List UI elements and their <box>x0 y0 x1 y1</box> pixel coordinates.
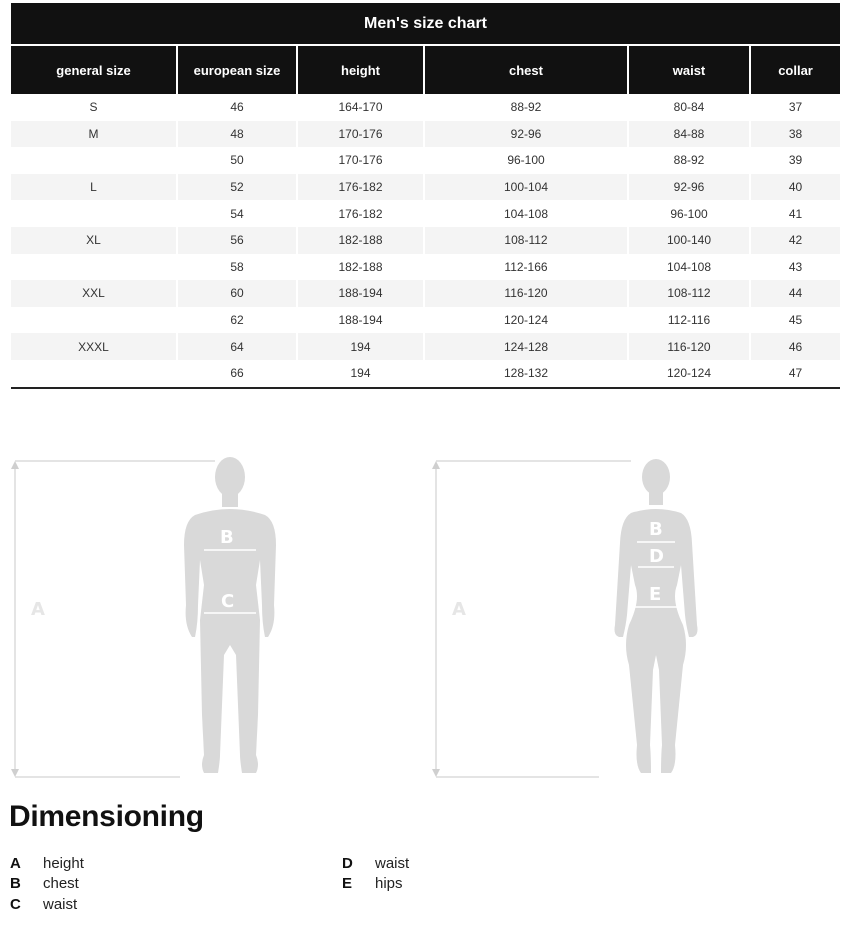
cell-height: 182-188 <box>297 254 424 281</box>
cell-waist: 84-88 <box>628 121 750 148</box>
cell-european-size: 58 <box>177 254 297 281</box>
cell-general-size <box>11 307 177 334</box>
female-silhouette <box>431 455 731 785</box>
cell-waist: 116-120 <box>628 333 750 360</box>
cell-height: 188-194 <box>297 307 424 334</box>
cell-height: 170-176 <box>297 147 424 174</box>
cell-chest: 108-112 <box>424 227 628 254</box>
cell-collar: 46 <box>750 333 840 360</box>
cell-chest: 104-108 <box>424 200 628 227</box>
female-chest-label: B <box>649 519 663 540</box>
cell-general-size <box>11 254 177 281</box>
cell-general-size: XXL <box>11 280 177 307</box>
cell-european-size: 62 <box>177 307 297 334</box>
male-chest-label: B <box>220 527 234 548</box>
table-row <box>11 121 840 148</box>
cell-chest: 128-132 <box>424 360 628 388</box>
male-waist-label: C <box>221 591 235 612</box>
female-figure <box>431 455 731 785</box>
cell-height: 176-182 <box>297 174 424 201</box>
cell-chest: 88-92 <box>424 94 628 121</box>
legend-right <box>342 853 409 894</box>
cell-waist: 112-116 <box>628 307 750 334</box>
cell-height: 176-182 <box>297 200 424 227</box>
table-row <box>11 174 840 201</box>
cell-collar: 37 <box>750 94 840 121</box>
cell-chest: 120-124 <box>424 307 628 334</box>
legend-left <box>10 853 84 915</box>
cell-height: 164-170 <box>297 94 424 121</box>
cell-height: 182-188 <box>297 227 424 254</box>
cell-collar: 39 <box>750 147 840 174</box>
cell-collar: 44 <box>750 280 840 307</box>
legend-item <box>10 874 84 895</box>
cell-height: 194 <box>297 360 424 388</box>
cell-chest: 92-96 <box>424 121 628 148</box>
cell-european-size: 50 <box>177 147 297 174</box>
cell-height: 194 <box>297 333 424 360</box>
column-header-collar: collar <box>750 45 840 94</box>
male-height-label: A <box>31 599 45 620</box>
legend-key: B <box>10 875 21 893</box>
column-header-european-size: european size <box>177 45 297 94</box>
cell-collar: 38 <box>750 121 840 148</box>
size-chart-table <box>11 3 840 389</box>
cell-waist: 80-84 <box>628 94 750 121</box>
cell-european-size: 60 <box>177 280 297 307</box>
legend-label: chest <box>43 875 79 893</box>
cell-general-size: XL <box>11 227 177 254</box>
legend-key: E <box>342 875 353 893</box>
cell-european-size: 48 <box>177 121 297 148</box>
legend-item <box>342 874 409 895</box>
column-header-height: height <box>297 45 424 94</box>
cell-general-size: XXXL <box>11 333 177 360</box>
table-row <box>11 254 840 281</box>
cell-collar: 45 <box>750 307 840 334</box>
cell-chest: 112-166 <box>424 254 628 281</box>
column-header-chest: chest <box>424 45 628 94</box>
legend-label: waist <box>43 895 78 913</box>
male-silhouette <box>10 455 310 785</box>
legend-item <box>10 853 84 874</box>
cell-european-size: 46 <box>177 94 297 121</box>
cell-waist: 120-124 <box>628 360 750 388</box>
cell-height: 188-194 <box>297 280 424 307</box>
cell-collar: 43 <box>750 254 840 281</box>
cell-waist: 108-112 <box>628 280 750 307</box>
table-header-row <box>11 45 840 94</box>
column-header-waist: waist <box>628 45 750 94</box>
female-waist-label: D <box>649 546 664 567</box>
legend-item <box>342 853 409 874</box>
cell-general-size: L <box>11 174 177 201</box>
table-row <box>11 360 840 388</box>
male-figure <box>10 455 310 785</box>
table-row <box>11 333 840 360</box>
table-row <box>11 280 840 307</box>
cell-general-size: S <box>89 100 98 115</box>
legend-label: waist <box>375 854 410 872</box>
table-row <box>11 307 840 334</box>
cell-waist: 96-100 <box>628 200 750 227</box>
legend-label: height <box>43 854 84 872</box>
legend-key: A <box>10 854 21 872</box>
cell-european-size: 64 <box>177 333 297 360</box>
cell-waist: 104-108 <box>628 254 750 281</box>
cell-chest: 116-120 <box>424 280 628 307</box>
cell-general-size <box>11 147 177 174</box>
legend-item <box>10 894 84 915</box>
legend-key: C <box>10 895 21 913</box>
cell-european-size: 66 <box>177 360 297 388</box>
cell-chest: 124-128 <box>424 333 628 360</box>
dimensioning-title: Dimensioning <box>9 800 204 833</box>
table-title: Men's size chart <box>11 3 840 45</box>
female-hips-label: E <box>649 584 662 605</box>
cell-waist: 100-140 <box>628 227 750 254</box>
cell-height: 170-176 <box>297 121 424 148</box>
table-row <box>11 200 840 227</box>
cell-european-size: 56 <box>177 227 297 254</box>
column-header-general-size: general size <box>11 45 177 94</box>
cell-chest: 100-104 <box>424 174 628 201</box>
cell-european-size: 52 <box>177 174 297 201</box>
cell-collar: 42 <box>750 227 840 254</box>
cell-collar: 41 <box>750 200 840 227</box>
cell-collar: 40 <box>750 174 840 201</box>
cell-waist: 88-92 <box>628 147 750 174</box>
cell-waist: 92-96 <box>628 174 750 201</box>
table-body <box>11 94 840 388</box>
table-row <box>11 227 840 254</box>
cell-general-size <box>11 200 177 227</box>
legend-key: D <box>342 854 353 872</box>
cell-general-size: M <box>11 121 177 148</box>
cell-general-size <box>11 360 177 388</box>
female-height-label: A <box>452 599 466 620</box>
legend-label: hips <box>375 875 403 893</box>
cell-collar: 47 <box>750 360 840 388</box>
table-row <box>11 147 840 174</box>
cell-european-size: 54 <box>177 200 297 227</box>
table-row <box>11 94 840 121</box>
cell-chest: 96-100 <box>424 147 628 174</box>
